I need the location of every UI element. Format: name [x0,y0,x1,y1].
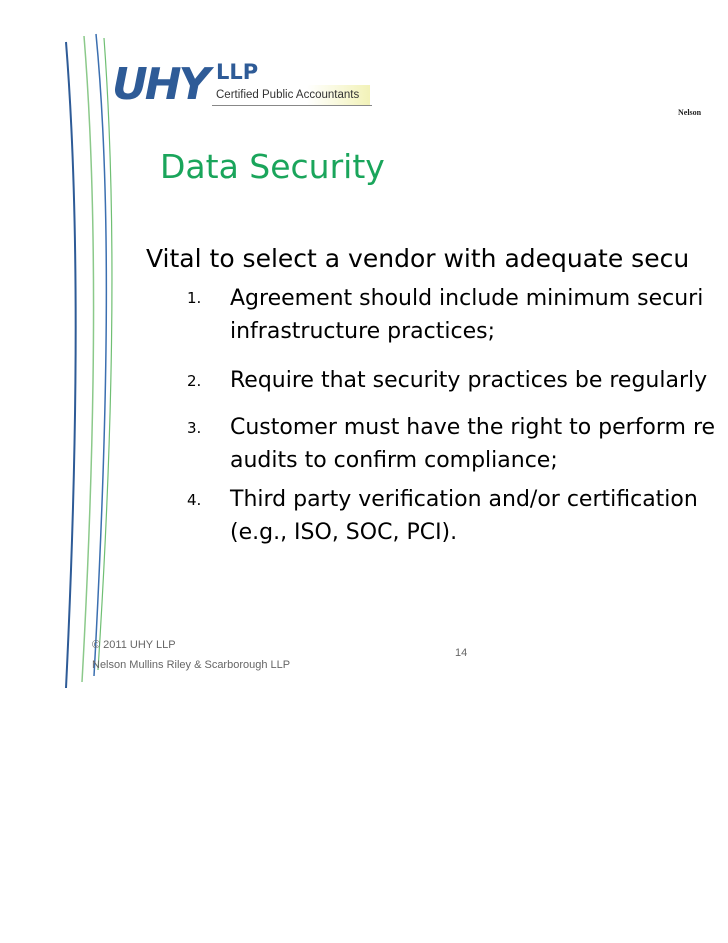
list-item-line: (e.g., ISO, SOC, PCI). [230,520,458,545]
list-item-number: 4. [187,491,202,509]
list-item-line: infrastructure practices; [230,319,495,344]
footer-copyright: © 2011 UHY LLP [92,639,176,651]
list-item-line: Customer must have the right to perform re [230,415,716,440]
list-item-line: Third party verification and/or certification [230,487,698,512]
decor-line-blue-1 [66,42,76,688]
logo-rule [212,105,372,106]
list-item-number: 3. [187,419,202,437]
list-item-number: 1. [187,289,202,307]
logo-tagline: Certified Public Accountants [216,89,360,101]
decor-line-blue-2 [94,34,106,676]
slide-title: Data Security [160,147,385,186]
list-item-line: Require that security practices be regularly [230,368,708,393]
decor-line-green-2 [98,38,112,670]
list-item-number: 2. [187,372,202,390]
footer-firm-name: Nelson Mullins Riley & Scarborough LLP [92,659,291,671]
list-item-line: audits to confirm compliance; [230,448,558,473]
partner-logo: Nelson [678,108,702,117]
logo-brand: UHY [112,59,208,110]
logo-suffix: LLP [216,60,259,84]
page-number: 14 [455,647,468,659]
decor-line-green-1 [82,36,94,682]
lead-text: Vital to select a vendor with adequate secu [146,244,690,273]
uhy-logo [112,58,374,114]
list-item-line: Agreement should include minimum securi [230,286,704,311]
